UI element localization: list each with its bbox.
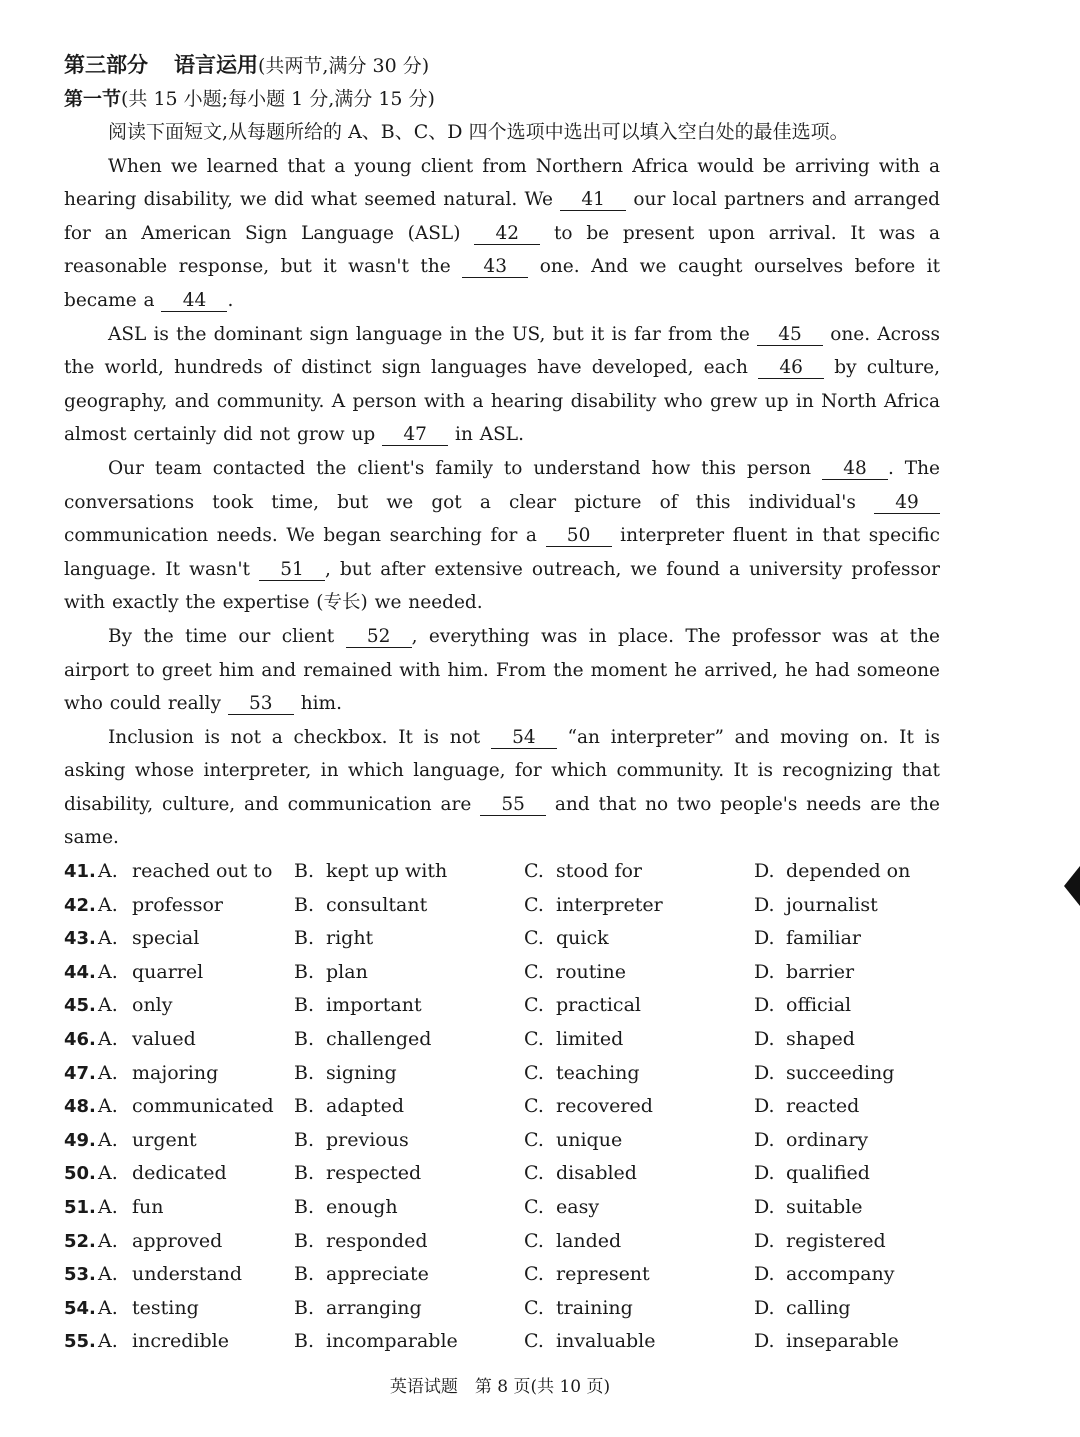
option-a: special: [132, 927, 200, 950]
option-letter: A.: [98, 1028, 118, 1051]
option-d-cell: [754, 889, 878, 923]
question-number: 41.: [64, 861, 96, 883]
option-letter: C.: [524, 1162, 544, 1185]
subsection-note: (共 15 小题;每小题 1 分,满分 15 分): [121, 88, 435, 110]
option-d: shaped: [786, 1028, 855, 1051]
option-a: professor: [132, 893, 223, 916]
option-b: signing: [326, 1061, 397, 1084]
option-letter: D.: [754, 1095, 775, 1118]
option-letter: B.: [294, 1028, 315, 1051]
option-a: communicated: [132, 1095, 274, 1118]
question-number: 48.: [64, 1096, 96, 1118]
paragraph-3: [64, 452, 940, 620]
option-letter: A.: [98, 893, 118, 916]
option-letter: D.: [754, 994, 775, 1017]
text-run: , everything was in place. The professor was at the airport to greet him and remained with him. From the moment he arrived, he had someone who could really: [64, 625, 940, 715]
blank-54: 54: [491, 728, 557, 749]
option-letter: C.: [524, 1028, 544, 1051]
option-b-cell: [294, 889, 427, 923]
option-b: responded: [326, 1229, 428, 1252]
text-run: .: [227, 289, 234, 311]
option-letter: C.: [524, 1263, 544, 1286]
option-letter: A.: [98, 1095, 118, 1118]
option-b-cell: [294, 1090, 404, 1124]
option-letter: A.: [98, 927, 118, 950]
option-c: easy: [556, 1196, 600, 1218]
option-c: stood for: [556, 860, 643, 883]
question-row: [64, 1124, 940, 1158]
blank-45: 45: [757, 325, 823, 346]
question-row: [64, 1258, 940, 1292]
question-row: [64, 956, 940, 990]
question-row: [64, 989, 940, 1023]
passage: [64, 150, 940, 855]
option-c-cell: [524, 1325, 656, 1359]
part-title: 第三部分: [64, 53, 148, 77]
option-d-cell: [754, 1090, 859, 1124]
option-d-cell: [754, 1292, 851, 1326]
option-d: suitable: [786, 1196, 863, 1218]
options-list: [64, 855, 940, 1359]
text-run: Inclusion is not a checkbox. It is not: [108, 726, 491, 748]
option-letter: D.: [754, 1028, 775, 1051]
option-c: disabled: [556, 1162, 637, 1185]
question-number: 51.: [64, 1197, 96, 1218]
option-c-cell: [524, 1124, 622, 1158]
text-run: Our team contacted the client's family to understand how this person: [108, 457, 822, 479]
subsection-title: 第一节: [64, 88, 122, 110]
blank-55: 55: [480, 795, 546, 816]
option-letter: D.: [754, 927, 775, 950]
question-row: [64, 1191, 940, 1225]
text-run: interpreter fluent in that specific language. It wasn't: [64, 525, 940, 580]
option-b-cell: [294, 1057, 397, 1091]
option-a: reached out to: [132, 860, 273, 883]
option-letter: C.: [524, 994, 544, 1017]
option-b-cell: [294, 989, 422, 1023]
option-letter: B.: [294, 994, 315, 1017]
text-run: ASL is the dominant sign language in the US, but it is far from the: [108, 323, 758, 345]
option-c-cell: [524, 1157, 637, 1191]
blank-47: 47: [382, 425, 448, 446]
subsection-heading: [64, 82, 940, 116]
question-row: [64, 1325, 940, 1359]
option-letter: C.: [524, 960, 544, 983]
option-c-cell: [524, 855, 642, 889]
blank-50: 50: [546, 526, 612, 547]
question-row: [64, 889, 940, 923]
option-d-cell: [754, 1157, 870, 1191]
option-a: testing: [132, 1296, 199, 1319]
option-letter: A.: [98, 1296, 118, 1319]
option-letter: B.: [294, 893, 315, 916]
question-row: [64, 1225, 940, 1259]
option-letter: B.: [294, 1296, 315, 1319]
option-d-cell: [754, 1225, 886, 1259]
option-c-cell: [524, 889, 663, 923]
option-letter: B.: [294, 1162, 315, 1185]
option-letter: C.: [524, 860, 544, 883]
question-number: 43.: [64, 928, 96, 950]
question-number: 55.: [64, 1331, 96, 1353]
option-letter: C.: [524, 1095, 544, 1118]
option-b: previous: [326, 1128, 409, 1151]
blank-51: 51: [259, 560, 325, 581]
text-run: and that no two people's needs are the same.: [64, 793, 940, 849]
question-number: 47.: [64, 1062, 96, 1084]
option-letter: B.: [294, 860, 315, 883]
question-row: [64, 1157, 940, 1191]
option-letter: C.: [524, 1061, 544, 1084]
blank-43: 43: [462, 257, 528, 278]
option-d-cell: [754, 956, 854, 990]
option-c-cell: [524, 1191, 599, 1225]
question-row: [64, 1023, 940, 1057]
option-letter: B.: [294, 1263, 315, 1286]
option-b-cell: [294, 1258, 429, 1292]
option-letter: D.: [754, 1128, 775, 1151]
question-row: [64, 1090, 940, 1124]
option-letter: D.: [754, 1296, 775, 1319]
option-a: incredible: [132, 1330, 230, 1353]
text-run: our local partners and arranged for an American Sign Language (ASL): [64, 189, 941, 244]
option-b-cell: [294, 1225, 428, 1259]
question-number: 53.: [64, 1264, 96, 1286]
option-c: teaching: [556, 1061, 640, 1084]
option-c: quick: [556, 927, 609, 950]
option-b-cell: [294, 1325, 458, 1359]
question-row: [64, 1057, 940, 1091]
section-note: (共两节,满分 30 分): [258, 55, 430, 77]
option-b-cell: [294, 855, 447, 889]
question-number: 49.: [64, 1129, 96, 1151]
option-d-cell: [754, 1325, 899, 1359]
option-c-cell: [524, 1258, 650, 1292]
option-b: consultant: [326, 893, 428, 916]
option-c-cell: [524, 956, 626, 990]
option-c: routine: [556, 960, 626, 983]
option-b: enough: [326, 1196, 398, 1218]
option-a: majoring: [132, 1061, 219, 1084]
exam-page: [64, 48, 940, 1359]
option-b: incomparable: [326, 1330, 458, 1353]
text-run: one. And we caught ourselves before it became a: [64, 256, 940, 311]
question-number: 50.: [64, 1163, 96, 1185]
option-a: urgent: [132, 1128, 197, 1151]
blank-46: 46: [758, 358, 824, 379]
text-run: . The conversations took time, but we got a clear picture of this individual's: [64, 457, 940, 513]
option-letter: B.: [294, 1330, 315, 1353]
option-a: understand: [132, 1263, 243, 1286]
option-letter: A.: [98, 994, 118, 1017]
option-letter: A.: [98, 1162, 118, 1185]
option-b: arranging: [326, 1296, 422, 1319]
option-letter: B.: [294, 927, 315, 950]
option-b-cell: [294, 1292, 422, 1326]
binding-marker-icon: [1064, 866, 1080, 906]
blank-41: 41: [560, 190, 626, 211]
option-a: only: [132, 994, 173, 1017]
text-run: By the time our client: [108, 625, 346, 647]
option-d: reacted: [786, 1095, 860, 1118]
blank-44: 44: [161, 291, 227, 312]
option-d-cell: [754, 855, 910, 889]
option-letter: A.: [98, 1229, 118, 1252]
option-c: recovered: [556, 1095, 653, 1118]
option-letter: D.: [754, 960, 775, 983]
option-letter: D.: [754, 1196, 775, 1218]
blank-48: 48: [822, 459, 888, 480]
option-letter: A.: [98, 1061, 118, 1084]
text-run: , but after extensive outreach, we found a university professor with exactly the expertise (专长) we needed.: [64, 558, 941, 614]
option-b: right: [326, 927, 374, 950]
option-d: accompany: [786, 1263, 895, 1286]
option-d: qualified: [786, 1162, 870, 1185]
option-d: depended on: [786, 860, 911, 883]
option-letter: C.: [524, 893, 544, 916]
option-c-cell: [524, 989, 641, 1023]
option-b: challenged: [326, 1028, 432, 1051]
option-c-cell: [524, 1023, 623, 1057]
option-letter: D.: [754, 1061, 775, 1084]
option-letter: C.: [524, 1229, 544, 1252]
option-letter: D.: [754, 860, 775, 883]
option-c: represent: [556, 1263, 650, 1286]
question-number: 42.: [64, 894, 96, 916]
option-a: dedicated: [132, 1162, 227, 1185]
option-letter: B.: [294, 1061, 315, 1084]
option-letter: B.: [294, 1095, 315, 1118]
blank-53: 53: [228, 694, 294, 715]
option-d-cell: [754, 989, 851, 1023]
option-letter: C.: [524, 927, 544, 950]
option-c: landed: [556, 1229, 622, 1252]
question-number: 52.: [64, 1230, 96, 1252]
option-d-cell: [754, 1057, 894, 1091]
blank-52: 52: [346, 627, 412, 648]
option-d: ordinary: [786, 1128, 869, 1151]
option-c: invaluable: [556, 1330, 656, 1353]
option-d: journalist: [786, 893, 878, 916]
option-c-cell: [524, 1225, 621, 1259]
option-letter: D.: [754, 1162, 775, 1185]
option-letter: C.: [524, 1128, 544, 1151]
option-b: kept up with: [326, 860, 448, 883]
option-b-cell: [294, 922, 373, 956]
text-run: to be present upon arrival. It was a reasonable response, but it wasn't the: [64, 222, 941, 278]
text-run: “an interpreter” and moving on. It is asking whose interpreter, in which language, for which community. It is recognizing that disability, culture, and communication are: [64, 726, 940, 815]
option-d: familiar: [786, 927, 862, 950]
question-row: [64, 855, 940, 889]
option-letter: D.: [754, 893, 775, 916]
option-a: approved: [132, 1229, 223, 1252]
option-d-cell: [754, 1023, 855, 1057]
option-b-cell: [294, 956, 368, 990]
option-c: unique: [556, 1128, 623, 1151]
option-letter: C.: [524, 1330, 544, 1353]
section-name: 语言运用: [174, 53, 258, 77]
option-d-cell: [754, 1124, 868, 1158]
option-letter: A.: [98, 1196, 118, 1218]
option-letter: C.: [524, 1196, 544, 1218]
paragraph-2: [64, 318, 940, 452]
part-heading: [64, 48, 940, 82]
option-d: registered: [786, 1229, 886, 1252]
option-c-cell: [524, 922, 609, 956]
page-footer: 英语试题 第 8 页(共 10 页): [389, 1377, 611, 1397]
option-d: inseparable: [786, 1330, 899, 1353]
option-a: fun: [132, 1196, 164, 1218]
option-letter: C.: [524, 1296, 544, 1319]
option-letter: B.: [294, 1196, 315, 1218]
option-d-cell: [754, 1191, 863, 1225]
option-c: interpreter: [556, 893, 663, 916]
question-number: 45.: [64, 995, 96, 1017]
option-letter: A.: [98, 860, 118, 883]
option-letter: B.: [294, 960, 315, 983]
option-letter: B.: [294, 1229, 315, 1252]
option-letter: D.: [754, 1330, 775, 1353]
option-c: training: [556, 1296, 633, 1319]
text-run: When we learned that a young client from Northern Africa would be arriving with a hearing disability, we did what seemed natural. We: [64, 155, 940, 211]
option-letter: D.: [754, 1263, 775, 1286]
option-c: practical: [556, 994, 641, 1017]
option-letter: B.: [294, 1128, 315, 1151]
blank-42: 42: [474, 224, 540, 245]
question-row: [64, 1292, 940, 1326]
instruction: 阅读下面短文,从每题所给的 A、B、C、D 四个选项中选出可以填入空白处的最佳选项。: [108, 121, 849, 143]
question-row: [64, 922, 940, 956]
blank-49: 49: [874, 493, 940, 514]
paragraph-4: [64, 620, 940, 721]
option-c: limited: [556, 1028, 624, 1051]
option-a: valued: [132, 1028, 196, 1051]
option-d: calling: [786, 1296, 851, 1319]
question-number: 54.: [64, 1297, 96, 1319]
option-c-cell: [524, 1090, 653, 1124]
option-letter: A.: [98, 960, 118, 983]
text-run: him.: [293, 693, 342, 715]
option-letter: A.: [98, 1330, 118, 1353]
paragraph-5: [64, 721, 940, 855]
option-d: succeeding: [786, 1061, 895, 1084]
option-b: important: [326, 994, 422, 1017]
option-a: quarrel: [132, 960, 204, 983]
option-b: adapted: [326, 1095, 405, 1118]
option-b-cell: [294, 1124, 409, 1158]
text-run: by culture, geography, and community. A person with a hearing disability who grew up in North Africa almost certainly did not grow up: [64, 357, 940, 446]
text-run: communication needs. We began searching for a: [64, 525, 546, 547]
question-number: 44.: [64, 961, 96, 983]
text-run: in ASL.: [448, 424, 524, 446]
option-d-cell: [754, 922, 861, 956]
option-b-cell: [294, 1023, 431, 1057]
option-c-cell: [524, 1292, 633, 1326]
option-b-cell: [294, 1191, 398, 1225]
option-b: respected: [326, 1162, 422, 1185]
paragraph-1: [64, 150, 940, 318]
option-letter: A.: [98, 1263, 118, 1286]
option-b-cell: [294, 1157, 421, 1191]
question-number: 46.: [64, 1029, 96, 1051]
option-letter: D.: [754, 1229, 775, 1252]
option-d-cell: [754, 1258, 895, 1292]
option-b: appreciate: [326, 1263, 429, 1286]
option-d: barrier: [786, 960, 855, 983]
option-b: plan: [326, 960, 368, 983]
option-letter: A.: [98, 1128, 118, 1151]
option-d: official: [786, 994, 852, 1017]
option-c-cell: [524, 1057, 640, 1091]
text-run: one. Across the world, hundreds of distinct sign languages have developed, each: [64, 323, 940, 379]
